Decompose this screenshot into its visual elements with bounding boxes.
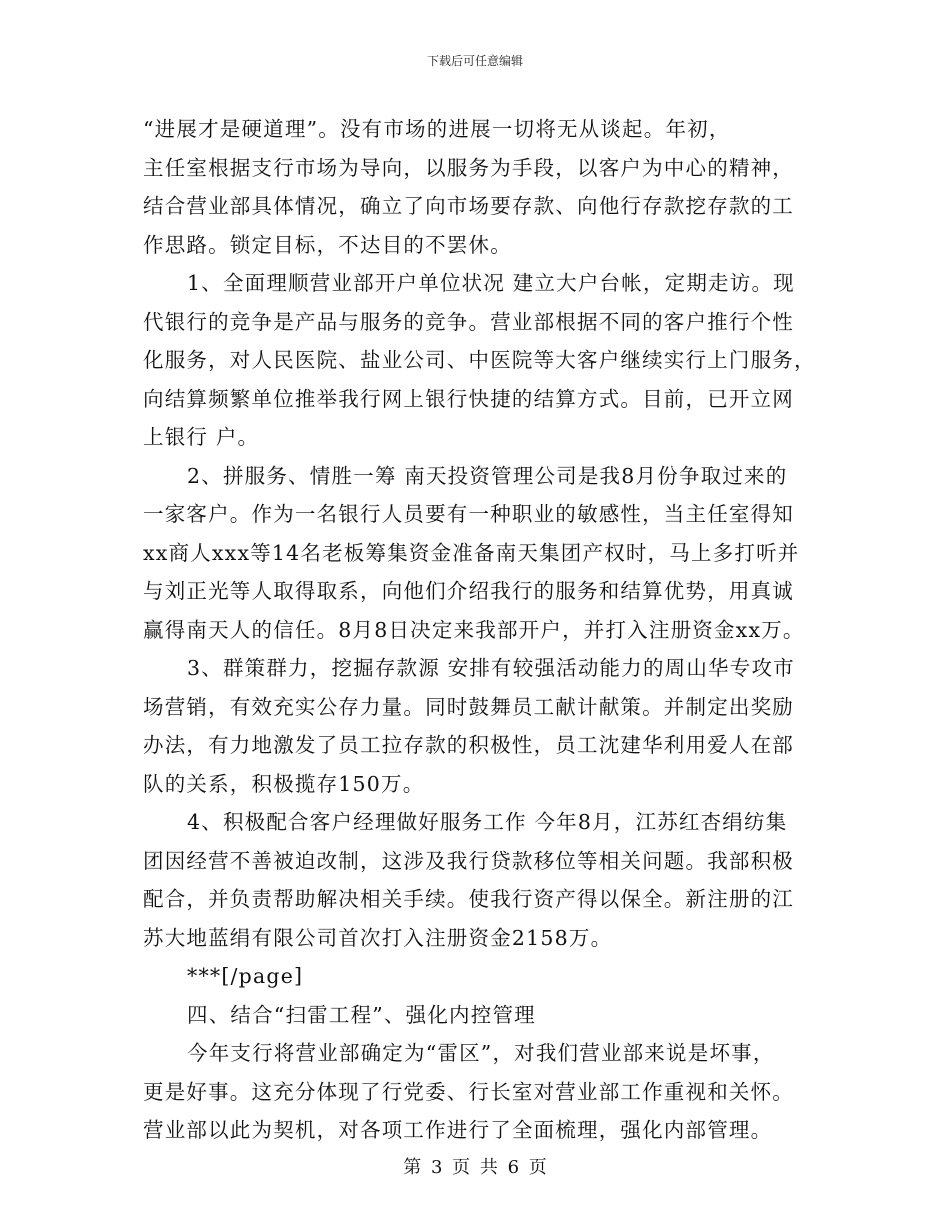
body-line: 团因经营不善被迫改制，这涉及我行贷款移位等相关问题。我部积极 [143, 848, 794, 873]
body-line: 赢得南天人的信任。8月8日决定来我部开户，并打入注册资金xx万。 [143, 617, 805, 642]
body-line: 苏大地蓝绢有限公司首次打入注册资金2158万。 [143, 925, 613, 950]
body-line: 今年支行将营业部确定为“雷区”，对我们营业部来说是坏事， [187, 1041, 775, 1065]
body-line: 4、积极配合客户经理做好服务工作 今年8月，江苏红杏绢纺集 [187, 810, 788, 834]
body-line: 配合，并负责帮助解决相关手续。使我行资产得以保全。新注册的江 [143, 887, 794, 911]
page-footer: 第 3 页 共 6 页 [403, 1157, 547, 1178]
body-line: 上银行 户。 [143, 425, 260, 449]
body-line: “进展才是硬道理”。没有市场的进展一切将无从谈起。年初， [143, 117, 731, 141]
section-heading: 四、结合“扫雷工程”、强化内控管理 [187, 1002, 536, 1027]
body-line: 化服务，对人民医院、盐业公司、中医院等大客户继续实行上门服务， [143, 348, 816, 372]
body-line: 向结算频繁单位推举我行网上银行快捷的结算方式。目前，已开立网 [143, 386, 794, 411]
page-header: 下载后可任意编辑 [426, 54, 523, 68]
document-body [143, 110, 816, 1150]
body-line: 作思路。锁定目标，不达目的不罢休。 [143, 232, 512, 257]
body-line: 一家客户。作为一名银行人员要有一种职业的敏感性，当主任室得知 [143, 502, 794, 526]
body-line: 结合营业部具体情况，确立了向市场要存款、向他行存款挖存款的工 [143, 194, 794, 218]
body-line: 1、全面理顺营业部开户单位状况 建立大户台帐，定期走访。现 [187, 271, 795, 295]
body-line: 营业部以此为契机，对各项工作进行了全面梳理，强化内部管理。 [143, 1118, 773, 1142]
body-line: 与刘正光等人取得取系，向他们介绍我行的服务和结算优势，用真诚 [143, 579, 794, 603]
body-line: 更是好事。这充分体现了行党委、行长室对营业部工作重视和关怀。 [143, 1079, 794, 1104]
body-line: 队的关系，积极揽存150万。 [143, 771, 425, 796]
body-line: 3、群策群力，挖掘存款源 安排有较强活动能力的周山华专攻市 [187, 656, 795, 680]
body-line: 代银行的竞争是产品与服务的竞争。营业部根据不同的客户推行个性 [143, 309, 794, 334]
body-line: 2、拼服务、情胜一筹 南天投资管理公司是我8月份争取过来的 [187, 463, 788, 488]
body-line: xx商人xxx等14名老板筹集资金准备南天集团产权时，马上多打听并 [143, 540, 800, 565]
body-line: 场营销，有效充实公存力量。同时鼓舞员工献计献策。并制定出奖励 [143, 694, 794, 719]
body-line: 主任室根据支行市场为导向，以服务为手段，以客户为中心的精神， [143, 155, 794, 180]
body-line: ***[/page] [187, 964, 304, 988]
body-line: 办法，有力地激发了员工拉存款的积极性，员工沈建华利用爱人在部 [143, 733, 794, 757]
